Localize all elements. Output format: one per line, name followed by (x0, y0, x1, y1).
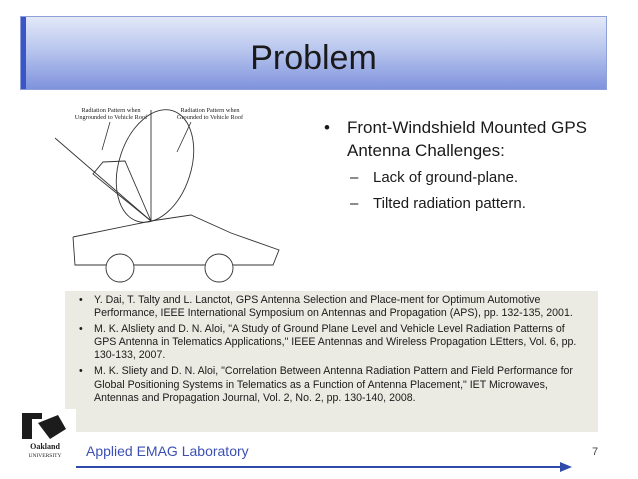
diagram-label-ungrounded-1: Radiation Pattern when (81, 107, 141, 114)
main-bullet-text: Front-Windshield Mounted GPS Antenna Challenges: (347, 118, 587, 160)
title-bar (20, 16, 607, 90)
reference-bullet: • (79, 323, 83, 336)
oakland-university-logo (14, 409, 76, 459)
logo-text-university: UNIVERSITY (28, 453, 62, 459)
reference-text: M. K. Sliety and D. N. Aloi, "Correlation Between Antenna Radiation Pattern and Field Performance for Global Positioning Systems in Telematics as a Function of Antenna Placement," IET Microwaves, Antennas and Propagation Journal, Vol. 2, No. 2, pp. 130-140, 2008. (94, 365, 573, 404)
ungrounded-lobe (93, 161, 151, 221)
sub-bullet (320, 168, 620, 188)
slide-title: Problem (250, 39, 377, 77)
page-number: 7 (592, 446, 599, 458)
bullet-dot: • (324, 118, 330, 137)
diagram-label-ungrounded-2: Ungrounded to Vehicle Roof (74, 114, 148, 121)
radiation-pattern-diagram (55, 104, 295, 290)
references-box (65, 291, 598, 432)
reference-item (73, 365, 590, 404)
reference-bullet: • (79, 294, 83, 306)
footer-arrow (76, 461, 572, 473)
reference-text: M. K. Alsliety and D. N. Aloi, "A Study of Ground Plane Level and Vehicle Level Radiation Patterns of GPS Antenna in Telematics Applications," IEEE Antennas and Wireless Propagation LEtters, Vol. 6, pp. 130-133, 2007. (94, 323, 577, 362)
vehicle-body (73, 215, 279, 265)
label-pointer-left (102, 122, 110, 150)
reference-text: Y. Dai, T. Talty and L. Lanctot, GPS Antenna Selection and Place-ment for Optimum Automotive Performance, IEEE International Symposium on Antennas and Propagation (APS), pp. 132-135, 2001. (94, 294, 573, 320)
logo-text-oakland: Oakland (30, 442, 60, 451)
grounded-lobe (103, 104, 207, 232)
sub-bullet-dash: – (350, 169, 359, 186)
footer-lab-name: Applied EMAG Laboratory (86, 443, 249, 459)
sub-bullet (320, 194, 620, 214)
sub-bullet-text: Lack of ground-plane. (373, 169, 519, 186)
diagram-label-grounded-2: Grounded to Vehicle Roof (176, 114, 244, 121)
reference-bullet: • (79, 365, 83, 378)
reference-item (73, 323, 590, 362)
vehicle-wheel-rear (205, 254, 233, 282)
sub-bullet-text: Tilted radiation pattern. (373, 195, 526, 212)
vehicle-wheel-front (106, 254, 134, 282)
main-bullet (320, 116, 620, 162)
reference-item (73, 294, 590, 320)
sub-bullet-dash: – (350, 195, 359, 212)
challenges-list (320, 116, 620, 214)
pattern-axis-ungrounded (55, 138, 151, 221)
diagram-label-grounded-1: Radiation Pattern when (180, 107, 240, 114)
